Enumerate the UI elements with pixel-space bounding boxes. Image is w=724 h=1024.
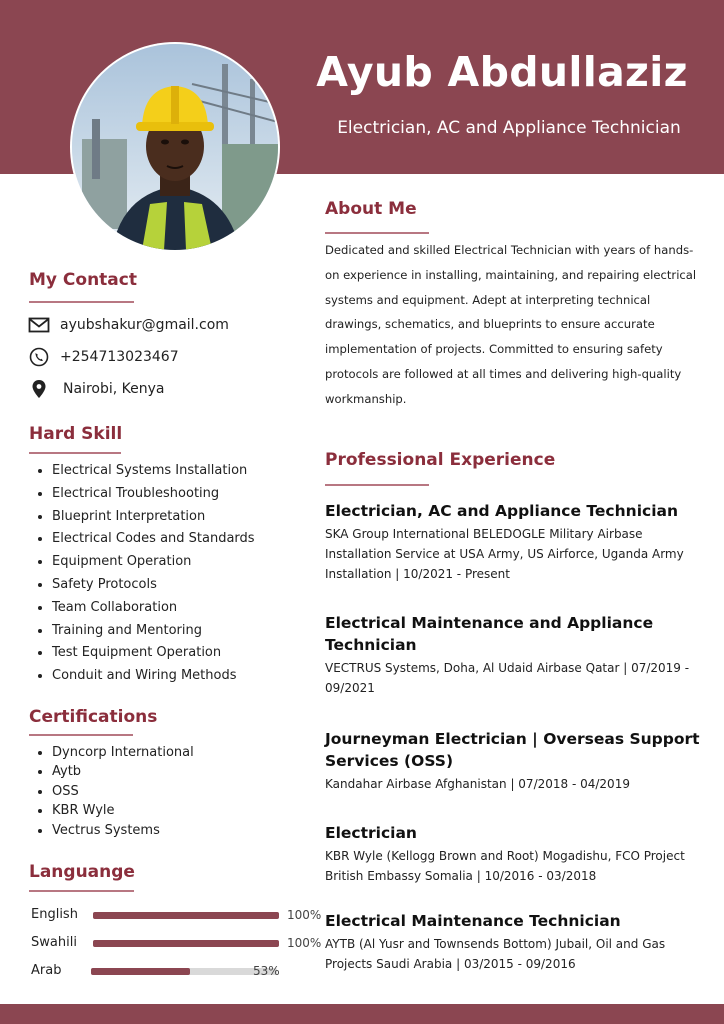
language-level-label: 100% xyxy=(287,936,322,950)
language-row xyxy=(31,906,322,926)
about-heading: About Me xyxy=(325,199,417,219)
language-heading-underline xyxy=(29,890,134,892)
location-text: Nairobi, Kenya xyxy=(63,381,165,397)
list-item: • Dyncorp International xyxy=(52,743,194,762)
candidate-title: Electrician, AC and Appliance Technician xyxy=(337,118,681,138)
list-item: • KBR Wyle xyxy=(52,801,194,820)
phone-icon xyxy=(28,348,50,366)
job-title: Electrical Maintenance Technician xyxy=(325,912,621,930)
certifications-list xyxy=(29,743,194,840)
list-item: • Conduit and Wiring Methods xyxy=(52,665,255,688)
list-item: • Safety Protocols xyxy=(52,574,255,597)
contact-phone xyxy=(28,348,179,366)
list-item: • Vectrus Systems xyxy=(52,821,194,840)
job-title: Electrician xyxy=(325,824,417,842)
contact-heading-underline xyxy=(29,301,134,303)
about-heading-underline xyxy=(325,232,429,234)
language-name: Arab xyxy=(31,963,62,978)
job-title: Electrician, AC and Appliance Technician xyxy=(325,502,678,520)
list-item: • Team Collaboration xyxy=(52,597,255,620)
language-name: Swahili xyxy=(31,935,77,950)
job-details: KBR Wyle (Kellogg Brown and Root) Mogadishu, FCO Project British Embassy Somalia | 10/2016 - 03/2018 xyxy=(325,849,685,883)
footer-band xyxy=(0,1004,724,1024)
mail-icon xyxy=(28,316,50,334)
list-item: • Equipment Operation xyxy=(52,551,255,574)
email-text: ayubshakur@gmail.com xyxy=(60,317,229,333)
phone-text: +254713023467 xyxy=(60,349,179,365)
location-pin-icon xyxy=(28,380,50,398)
language-row xyxy=(31,934,322,954)
contact-email xyxy=(28,316,229,334)
hard-skill-heading: Hard Skill xyxy=(29,424,123,444)
language-level-label: 100% xyxy=(287,908,322,922)
language-row xyxy=(31,962,301,982)
certifications-heading: Certifications xyxy=(29,707,158,727)
hard-skill-heading-underline xyxy=(29,452,121,454)
list-item: • OSS xyxy=(52,782,194,801)
job-details: SKA Group International BELEDOGLE Military Airbase Installation Service at USA Army, US Airforce, Uganda Army Installation | 10/2021 - Present xyxy=(325,527,684,581)
contact-location xyxy=(28,380,164,398)
experience-item xyxy=(325,500,705,584)
list-item: • Electrical Codes and Standards xyxy=(52,528,255,551)
profile-photo xyxy=(72,44,278,250)
experience-item xyxy=(325,612,705,698)
experience-heading: Professional Experience xyxy=(325,450,556,470)
job-details: VECTRUS Systems, Doha, Al Udaid Airbase Qatar | 07/2019 - 09/2021 xyxy=(325,661,690,695)
language-level-bar xyxy=(93,912,279,919)
list-item: • Blueprint Interpretation xyxy=(52,506,255,529)
experience-item xyxy=(325,910,705,974)
experience-item xyxy=(325,728,705,794)
list-item: • Electrical Troubleshooting xyxy=(52,483,255,506)
experience-item xyxy=(325,822,705,886)
list-item: • Aytb xyxy=(52,762,194,781)
job-title: Journeyman Electrician | Overseas Support Services (OSS) xyxy=(325,730,700,770)
language-level-label: 53% xyxy=(253,964,280,978)
list-item: • Test Equipment Operation xyxy=(52,642,255,665)
list-item: • Electrical Systems Installation xyxy=(52,460,255,483)
job-details: AYTB (Al Yusr and Townsends Bottom) Jubail, Oil and Gas Projects Saudi Arabia | 03/2015 - 09/2016 xyxy=(325,937,666,971)
job-details: Kandahar Airbase Afghanistan | 07/2018 - 04/2019 xyxy=(325,777,630,791)
language-heading: Languange xyxy=(29,862,135,882)
job-title: Electrical Maintenance and Appliance Technician xyxy=(325,614,654,654)
candidate-name: Ayub Abdullaziz xyxy=(316,48,688,96)
experience-heading-underline xyxy=(325,484,429,486)
language-name: English xyxy=(31,907,78,922)
hard-skill-list xyxy=(29,460,255,688)
contact-heading: My Contact xyxy=(29,270,137,290)
certifications-heading-underline xyxy=(29,734,133,736)
language-level-bar xyxy=(93,940,279,947)
about-text: Dedicated and skilled Electrical Technician with years of hands-on experience in installing, maintaining, and repairing electrical systems and equipment. Adept at interpreting technical drawings, schematics, and blueprints to ensure accurate implementation of projects. Committed to ensuring safety protocols are followed at all times and delivering high-quality workmanship. xyxy=(325,243,697,406)
list-item: • Training and Mentoring xyxy=(52,620,255,643)
language-level-bar xyxy=(91,968,277,975)
